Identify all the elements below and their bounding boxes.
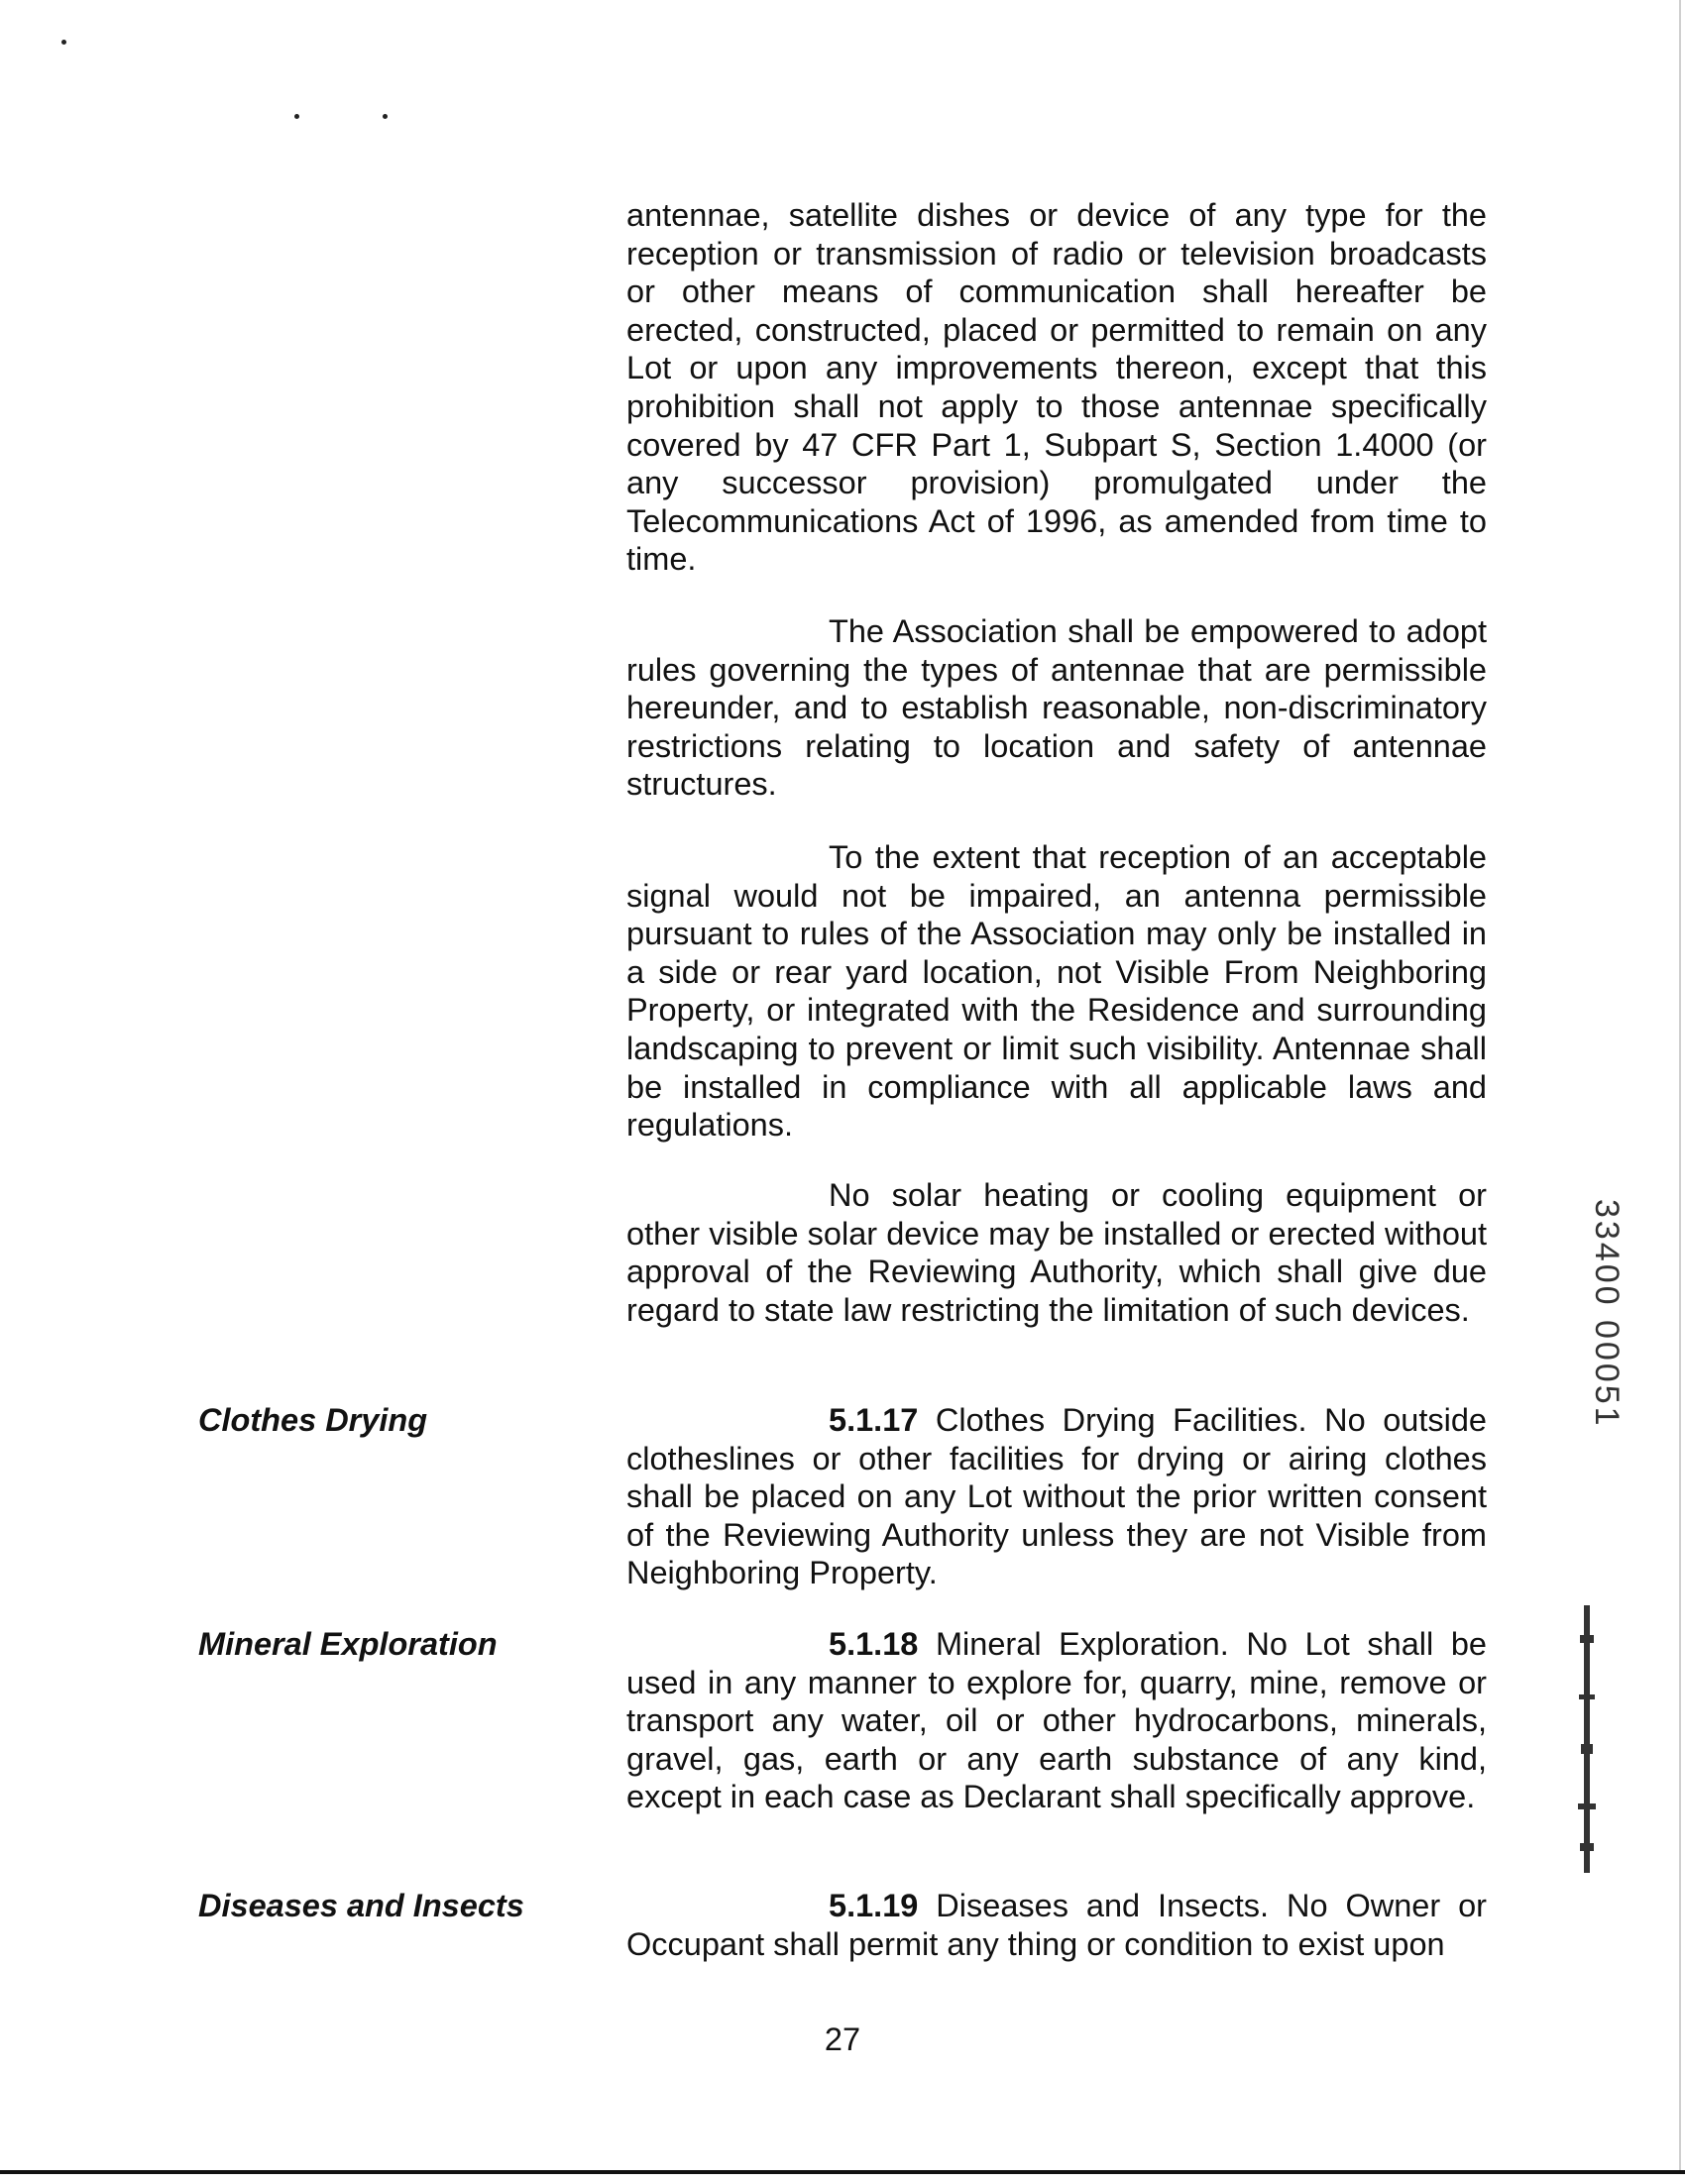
association-rules-block [626,612,1487,804]
section-paragraph [626,1401,1487,1592]
section-5-1-19 [626,1887,1487,1963]
solar-paragraph: No solar heating or cooling equipment or other visible solar device may be installed or erected without approval of the Reviewing Authority, which shall give due regard to state law restricting the limitation of such devices. [626,1177,1487,1328]
section-number: 5.1.18 [829,1626,919,1662]
solar-block [626,1176,1487,1329]
intro-paragraph: antennae, satellite dishes or device of any type for the reception or transmission of radio or television broadcasts or other means of communication shall hereafter be erected, constructed, placed or permitted to remain on any Lot or upon any improvements thereon, except that this prohibition shall not apply to those antennae specifically covered by 47 CFR Part 1, Subpart S, Section 1.4000 (or any successor provision) promulgated under the Telecommunications Act of 1996, as amended from time to time. [626,197,1487,578]
section-text: Mineral Exploration. No Lot shall be used in any manner to explore for, quarry, mine, remove or transport any water, oil or other hydrocarbons, minerals, gravel, gas, earth or any earth substance of any kind, except in each case as Declarant shall specifically approve. [626,1626,1487,1815]
intro-paragraph-block [626,196,1487,579]
antenna-location-block [626,838,1487,1145]
recording-number-stamp: 33400 00051 [1588,1199,1626,1429]
page-number: 27 [824,2021,861,2057]
antenna-location-paragraph: To the extent that reception of an acceptable signal would not be impaired, an antenna permissible pursuant to rules of the Association may only be installed in a side or rear yard location, not Visible From Neighboring Property, or integrated with the Residence and surrounding landscaping to prevent or limit such visibility. Antennae shall be installed in compliance with all applicable laws and regulations. [626,839,1487,1144]
association-rules-paragraph: The Association shall be empowered to adopt rules governing the types of antennae that are permissible hereunder, and to establish reasonable, non-discriminatory restrictions relating to location and safety of antennae structures. [626,613,1487,803]
section-heading: Diseases and Insects [198,1888,524,1923]
section-5-1-18 [626,1625,1487,1816]
section-paragraph [626,1625,1487,1816]
bottom-border [0,2170,1685,2174]
page-edge [1679,0,1681,2170]
section-number: 5.1.17 [829,1402,919,1438]
section-heading: Clothes Drying [198,1402,428,1438]
section-text: Clothes Drying Facilities. No outside clotheslines or other facilities for drying or airing clothes shall be placed on any Lot without the prior written consent of the Reviewing Authority unless they are not Visible from Neighboring Property. [626,1402,1488,1591]
scan-speck [383,114,388,119]
section-5-1-17 [626,1401,1487,1592]
scan-speck [294,114,299,119]
barcode-mark [1576,1605,1602,1873]
section-number: 5.1.19 [829,1888,919,1923]
section-paragraph [626,1887,1487,1963]
section-text: Diseases and Insects. No Owner or Occupant shall permit any thing or condition to exist upon [626,1888,1487,1962]
scan-speck [61,40,66,45]
section-heading: Mineral Exploration [198,1626,498,1662]
